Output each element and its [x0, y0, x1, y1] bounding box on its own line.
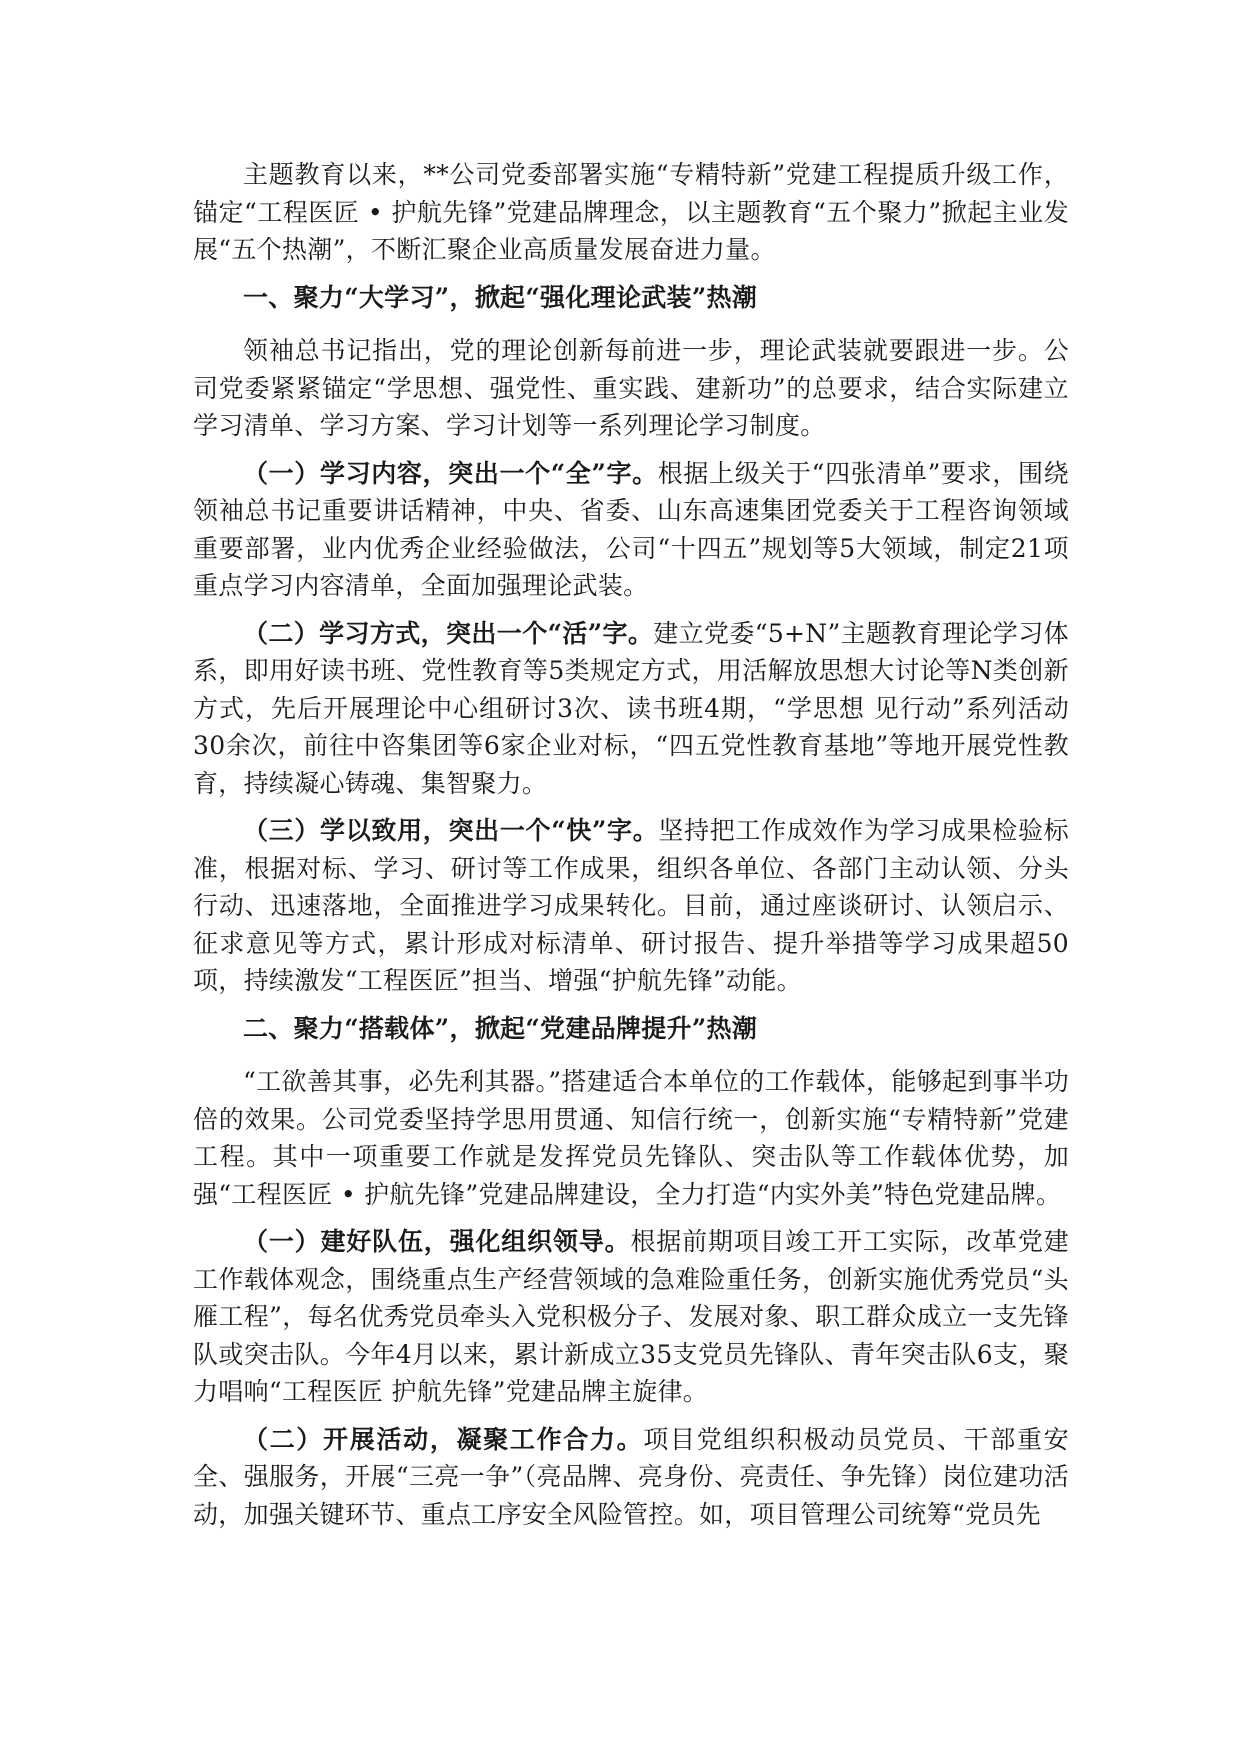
paragraph-lead: （二）开展活动，凝聚工作合力。: [243, 1424, 644, 1454]
section-1-item-2-paragraph: [193, 615, 1069, 803]
section-2-item-2-paragraph: [193, 1421, 1069, 1534]
paragraph-text: 领袖总书记指出，党的理论创新每前进一步，理论武装就要跟进一步。公司党委紧紧锚定“学思想、强党性、重实践、建新功”的总要求，结合实际建立学习清单、学习方案、学习计划等一系列理论学习制度。: [193, 336, 1069, 440]
paragraph-text: 坚持把工作成效作为学习成果检验标准，根据对标、学习、研讨等工作成果，组织各单位、各部门主动认领、分头行动、迅速落地，全面推进学习成果转化。目前，通过座谈研讨、认领启示、征求意见等方式，累计形成对标清单、研讨报告、提升举措等学习成果超50项，持续激发“工程医匠”担当、增强“护航先锋”动能。: [193, 816, 1069, 995]
document-page: [193, 156, 1069, 1543]
paragraph-lead: （三）学以致用，突出一个“快”字。: [243, 816, 659, 845]
paragraph-lead: （一）建好队伍，强化组织领导。: [243, 1227, 631, 1256]
section-heading-1: 一、聚力“大学习”，掀起“强化理论武装”热潮: [243, 282, 758, 312]
paragraph-text: 根据上级关于“四张清单”要求，围绕领袖总书记重要讲话精神，中央、省委、山东高速集团党委关于工程咨询领域重要部署，业内优秀企业经验做法，公司“十四五”规划等5大领域，制定21项重点学习内容清单，全面加强理论武装。: [193, 458, 1069, 600]
paragraph-text: “工欲善其事，必先利其器。”搭建适合本单位的工作载体，能够起到事半功倍的效果。公司党委坚持学思用贯通、知信行统一，创新实施“专精特新”党建工程。其中一项重要工作就是发挥党员先锋队、突击队等工作载体优势，加强“工程医匠 • 护航先锋”党建品牌建设，全力打造“内实外美”特色党建品牌。: [193, 1067, 1069, 1209]
paragraph-text: 主题教育以来，**公司党委部署实施“专精特新”党建工程提质升级工作，锚定“工程医匠 • 护航先锋”党建品牌理念，以主题教育“五个聚力”掀起主业发展“五个热潮”，不断汇聚企业高质量发展奋进力量。: [193, 160, 1069, 264]
paragraph-lead: （二）学习方式，突出一个“活”字。: [243, 618, 654, 648]
section-1-item-3-paragraph: [193, 812, 1069, 1000]
intro-paragraph: [193, 156, 1069, 269]
paragraph-text: 项目党组织积极动员党员、干部重安全、强服务，开展“三亮一争”（亮品牌、亮身份、亮责任、争先锋）岗位建功活动，加强关键环节、重点工序安全风险管控。如，项目管理公司统筹“党员先: [193, 1424, 1069, 1529]
paragraph-text: 根据前期项目竣工开工实际，改革党建工作载体观念，围绕重点生产经营领域的急难险重任务，创新实施优秀党员“头雁工程”，每名优秀党员牵头入党积极分子、发展对象、职工群众成立一支先锋队或突击队。今年4月以来，累计新成立35支党员先锋队、青年突击队6支，聚力唱响“工程医匠 护航先锋”党建品牌主旋律。: [193, 1227, 1069, 1406]
section-heading-2: 二、聚力“搭载体”，掀起“党建品牌提升”热潮: [243, 1013, 758, 1043]
section-1-intro-paragraph: [193, 332, 1069, 445]
paragraph-text: 建立党委“5+N”主题教育理论学习体系，即用好读书班、党性教育等5类规定方式，用活解放思想大讨论等N类创新方式，先后开展理论中心组研讨3次、读书班4期，“学思想 见行动”系列活动30余次，前往中咨集团等6家企业对标，“四五党性教育基地”等地开展党性教育，持续凝心铸魂、集智聚力。: [193, 618, 1069, 798]
paragraph-lead: （一）学习内容，突出一个“全”字。: [243, 458, 658, 488]
section-2-item-1-paragraph: [193, 1223, 1069, 1411]
section-2-intro-paragraph: [193, 1063, 1069, 1213]
section-1-item-1-paragraph: [193, 455, 1069, 605]
